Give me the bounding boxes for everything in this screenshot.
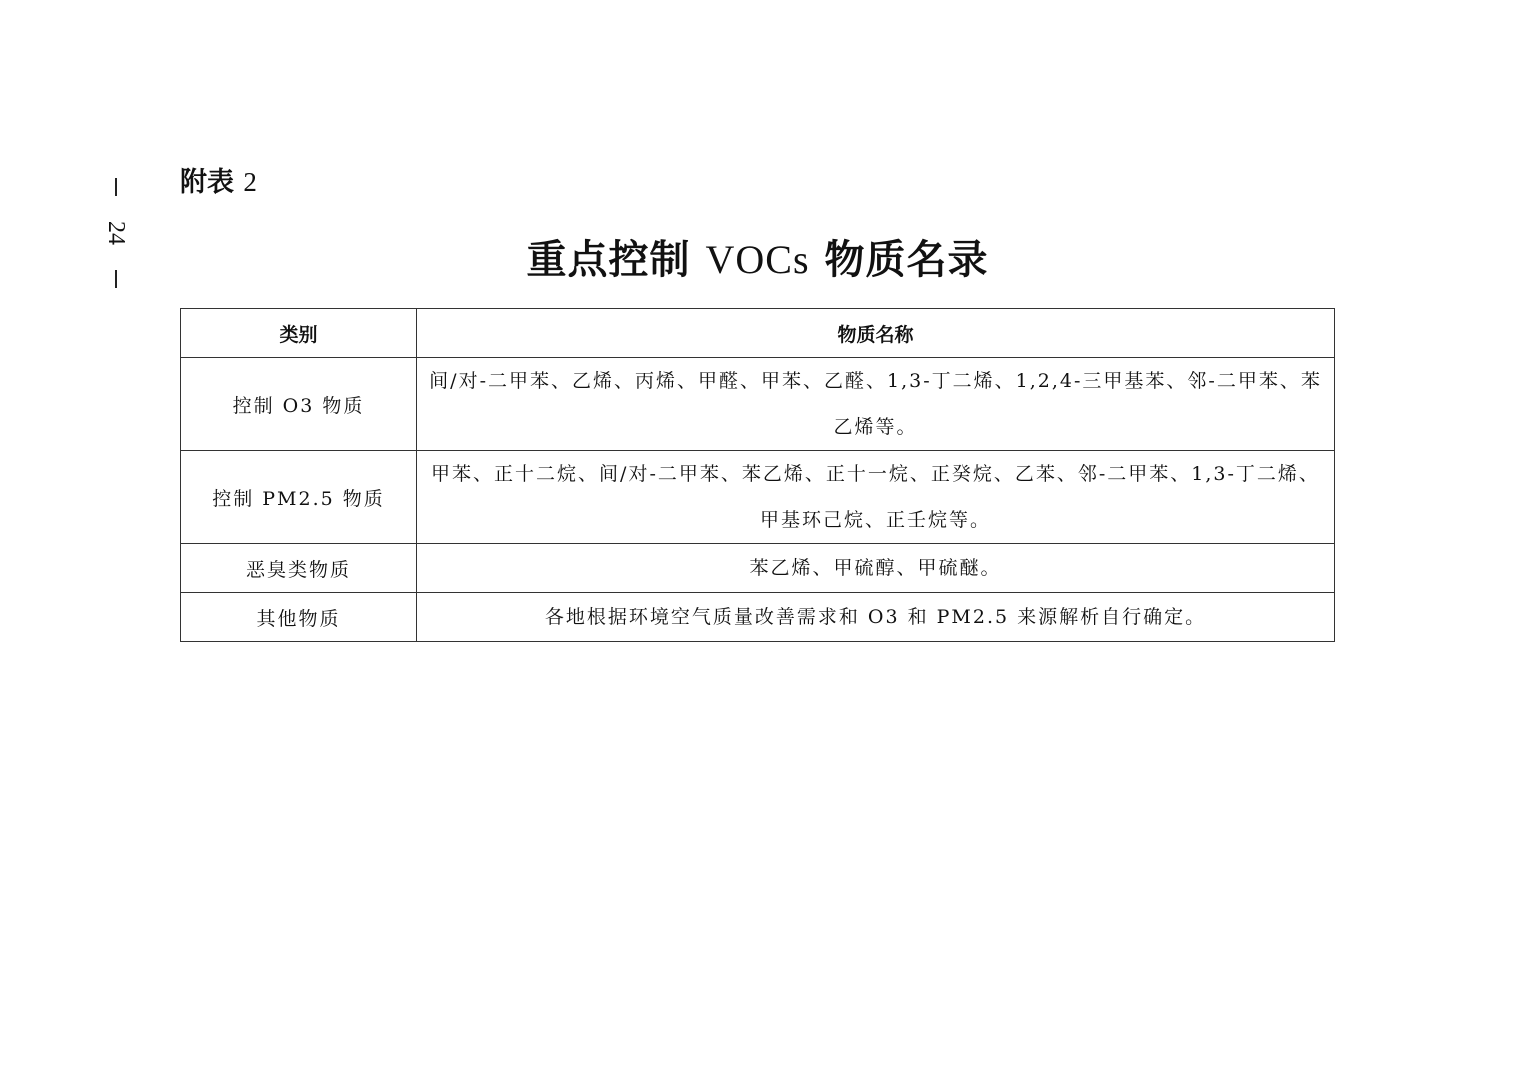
page-number-text: 24	[103, 221, 129, 245]
page-number	[96, 178, 136, 288]
table-row	[181, 451, 1335, 544]
row-substances: 苯乙烯、甲硫醇、甲硫醚。	[417, 544, 1335, 593]
row-category: 恶臭类物质	[181, 544, 417, 593]
appendix-number: 2	[243, 167, 257, 197]
row-category: 控制 O3 物质	[181, 358, 417, 451]
voc-substance-table	[180, 308, 1335, 642]
appendix-label	[180, 160, 257, 199]
page-number-dash-top	[115, 178, 117, 196]
row-category: 控制 PM2.5 物质	[181, 451, 417, 544]
title-latin: VOCs	[705, 237, 810, 282]
page-number-dash-bottom	[115, 270, 117, 288]
row-substances: 甲苯、正十二烷、间/对-二甲苯、苯乙烯、正十一烷、正癸烷、乙苯、邻-二甲苯、1,3-丁二烯、甲基环己烷、正壬烷等。	[417, 451, 1335, 544]
title-suffix: 物质名录	[824, 236, 989, 283]
row-substances: 各地根据环境空气质量改善需求和 O3 和 PM2.5 来源解析自行确定。	[417, 593, 1335, 642]
table-row	[181, 544, 1335, 593]
document-title	[180, 228, 1335, 285]
table-header-row	[181, 309, 1335, 358]
appendix-label-text: 附表	[180, 167, 234, 198]
header-substances: 物质名称	[417, 309, 1335, 358]
title-prefix: 重点控制	[526, 236, 691, 283]
table-row	[181, 358, 1335, 451]
row-substances: 间/对-二甲苯、乙烯、丙烯、甲醛、甲苯、乙醛、1,3-丁二烯、1,2,4-三甲基苯、邻-二甲苯、苯乙烯等。	[417, 358, 1335, 451]
table-row	[181, 593, 1335, 642]
header-category: 类别	[181, 309, 417, 358]
row-category: 其他物质	[181, 593, 417, 642]
